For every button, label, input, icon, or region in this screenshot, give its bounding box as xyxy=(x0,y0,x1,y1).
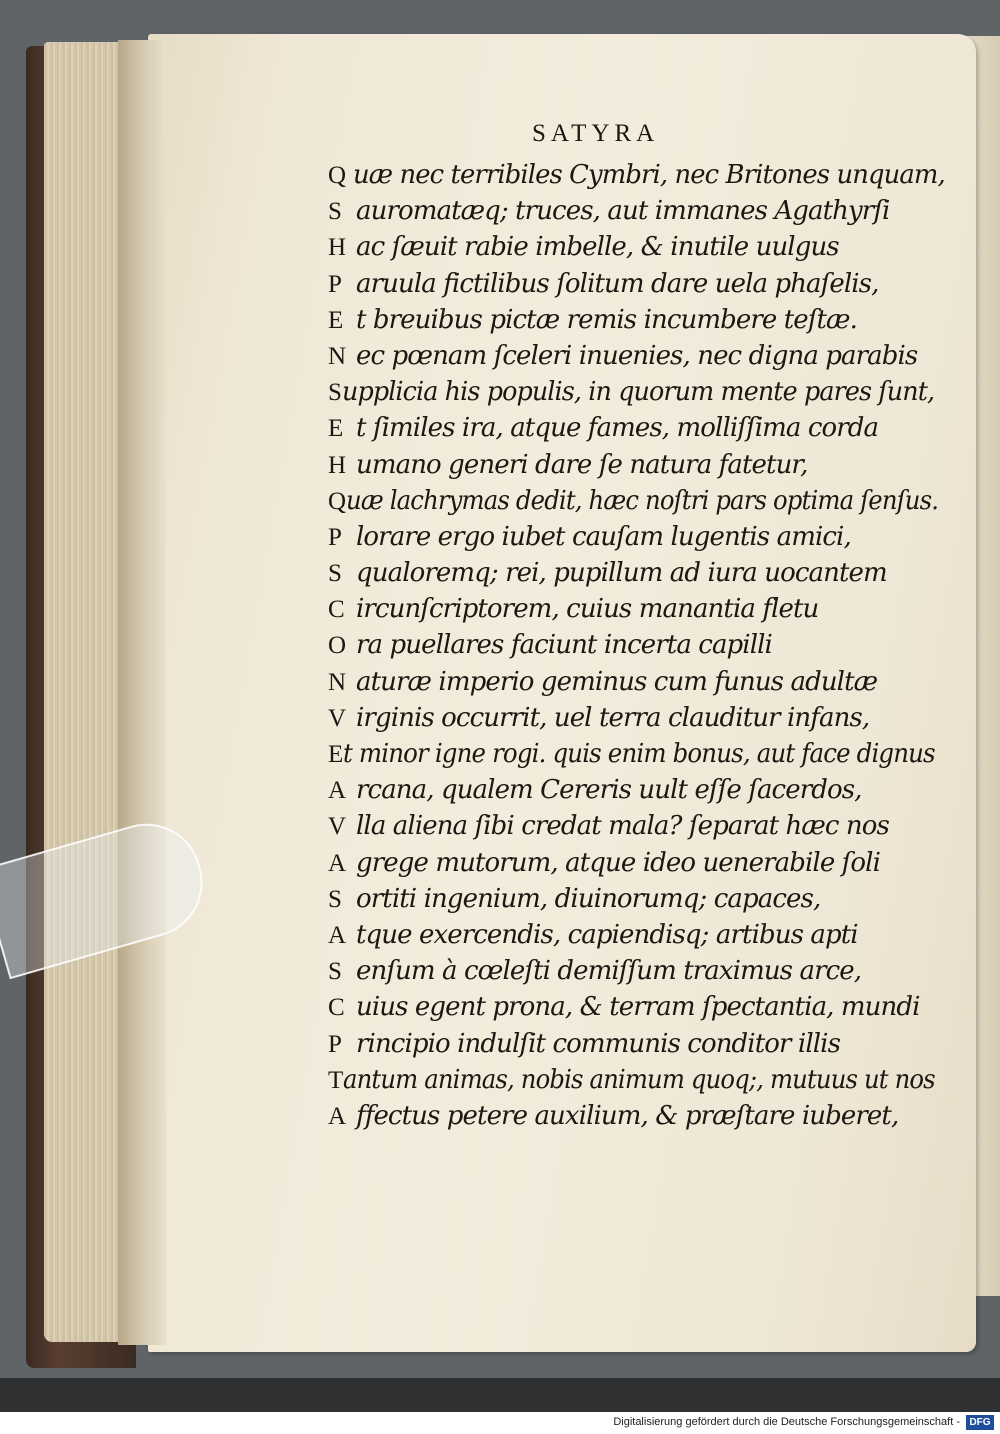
verse-text-line: upplicia his populis, in quorum mente pares ſunt, xyxy=(341,377,935,408)
verse-initial: S xyxy=(328,958,342,986)
verse-line xyxy=(328,486,948,522)
verse-text-line: auromatæq; truces, aut immanes Agathyrſi xyxy=(356,196,890,227)
verse-line xyxy=(328,1101,948,1137)
footer-bar xyxy=(0,1412,1000,1434)
verse-initial: S xyxy=(328,885,342,913)
verse-line xyxy=(328,739,948,775)
verse-line xyxy=(328,884,948,920)
verse-line xyxy=(328,450,948,486)
verse-initial: H xyxy=(328,451,347,479)
verse-text-line: uæ nec terribiles Cymbri, nec Britones unquam, xyxy=(352,160,945,190)
verse-initial: A xyxy=(328,921,347,949)
verse-text-line: ircunſcriptorem, cuius manantia fletu xyxy=(356,594,819,625)
verse-line xyxy=(328,160,948,196)
verse-text-line: uius egent prona, & terram ſpectantia, mundi xyxy=(356,992,920,1023)
verse-initial: H xyxy=(328,234,347,262)
verse-text-line: aruula fictilibus ſolitum dare uela phaſelis, xyxy=(356,268,879,299)
verse-line xyxy=(328,775,948,811)
verse-initial: A xyxy=(328,849,347,877)
verse-text-line: ffectus petere auxilium, & præſtare iuberet, xyxy=(356,1100,899,1131)
verse-initial: T xyxy=(328,1066,344,1094)
verse-initial: P xyxy=(328,523,342,551)
verse-text-line: qualoremq; rei, pupillum ad iura uocantem xyxy=(356,558,887,589)
verse-initial: E xyxy=(328,306,344,334)
verse-text xyxy=(328,160,948,1137)
verse-text-line: umano generi dare ſe natura fatetur, xyxy=(356,449,808,480)
verse-initial: Q xyxy=(328,487,347,515)
verse-text-line: antum animas, nobis animum quoq;, mutuus ut nos xyxy=(343,1064,936,1095)
verse-line xyxy=(328,413,948,449)
page-gutter-shadow xyxy=(118,40,166,1345)
verse-line xyxy=(328,703,948,739)
verse-line xyxy=(328,992,948,1028)
verse-line xyxy=(328,377,948,413)
running-header: SATYRA xyxy=(532,120,660,147)
verse-initial: V xyxy=(328,813,347,841)
verse-line xyxy=(328,956,948,992)
verse-text-line: ec pœnam ſceleri inuenies, nec digna parabis xyxy=(356,340,918,371)
verse-initial: A xyxy=(328,1102,347,1130)
verse-text-line: irginis occurrit, uel terra clauditur infans, xyxy=(356,702,870,733)
verse-text-line: tque exercendis, capiendisq; artibus apti xyxy=(356,919,858,950)
verse-line xyxy=(328,269,948,305)
verse-line xyxy=(328,558,948,594)
verse-initial: S xyxy=(328,560,342,588)
verse-text-line: lla aliena ſibi credat mala? ſeparat hæc nos xyxy=(356,811,889,842)
verse-initial: S xyxy=(328,379,342,407)
verse-initial: P xyxy=(328,1030,342,1058)
verse-initial: C xyxy=(328,596,345,624)
footer-credit: Digitalisierung gefördert durch die Deutsche Forschungsgemeinschaft - xyxy=(613,1416,960,1428)
verse-initial: V xyxy=(328,704,347,732)
verse-line xyxy=(328,522,948,558)
verse-text-line: rcana, qualem Cereris uult eſſe ſacerdos, xyxy=(356,775,862,806)
verse-line xyxy=(328,920,948,956)
verse-initial: S xyxy=(328,198,342,226)
verse-line xyxy=(328,667,948,703)
verse-line xyxy=(328,594,948,630)
verse-initial: O xyxy=(328,632,347,660)
verse-text-line: enſum à cœleſti demiſſum traximus arce, xyxy=(356,956,862,987)
verse-initial: N xyxy=(328,342,347,370)
verse-text-line: rincipio indulſit communis conditor illis xyxy=(356,1028,841,1059)
verse-line xyxy=(328,1065,948,1101)
verse-text-line: uæ lachrymas dedit, hæc noſtri pars optima ſenſus. xyxy=(346,485,939,516)
verse-line xyxy=(328,1029,948,1065)
verse-text-line: aturæ imperio geminus cum funus adultæ xyxy=(356,666,878,697)
verse-initial: C xyxy=(328,994,345,1022)
verse-line xyxy=(328,811,948,847)
scan-background xyxy=(0,1378,1000,1412)
verse-initial: P xyxy=(328,270,342,298)
verse-text-line: grege mutorum, atque ideo uenerabile ſoli xyxy=(356,847,880,878)
verse-initial: E xyxy=(328,415,344,443)
verse-initial: E xyxy=(328,741,344,768)
verse-initial: Q xyxy=(328,162,347,189)
verse-line xyxy=(328,630,948,666)
verse-line xyxy=(328,848,948,884)
verse-text-line: t breuibus pictæ remis incumbere teſtæ. xyxy=(356,304,857,335)
verse-initial: N xyxy=(328,668,347,696)
verse-text-line: t minor igne rogi. quis enim bonus, aut face dignus xyxy=(343,739,936,769)
verse-text-line: ac ſæuit rabie imbelle, & inutile uulgus xyxy=(356,232,839,263)
verse-text-line: t ſimiles ira, atque fames, molliſſima corda xyxy=(356,413,879,444)
verse-line xyxy=(328,196,948,232)
verse-initial: A xyxy=(328,777,347,805)
verse-line xyxy=(328,305,948,341)
dfg-logo: DFG xyxy=(966,1415,994,1430)
verse-text-line: ra puellares faciunt incerta capilli xyxy=(356,630,772,661)
verse-text-line: ortiti ingenium, diuinorumq; capaces, xyxy=(356,883,821,914)
verse-line xyxy=(328,232,948,268)
verse-line xyxy=(328,341,948,377)
verse-text-line: lorare ergo iubet cauſam lugentis amici, xyxy=(356,521,851,552)
